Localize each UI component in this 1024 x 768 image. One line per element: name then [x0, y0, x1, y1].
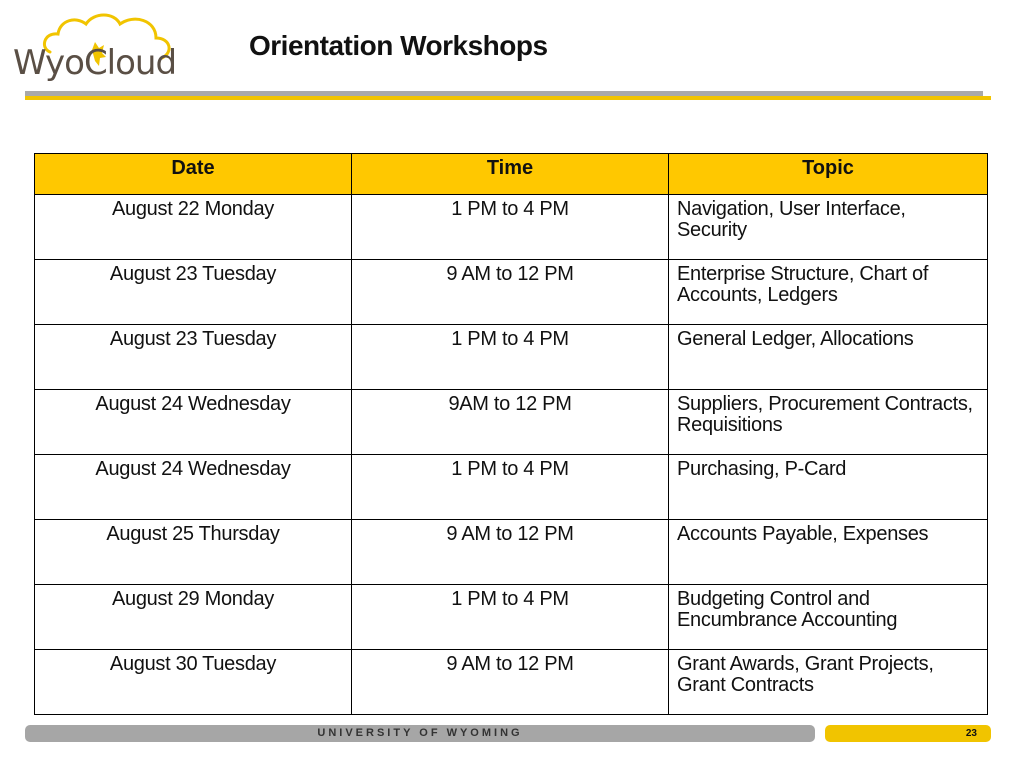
cell-time: 1 PM to 4 PM [352, 585, 669, 650]
table-row [35, 455, 988, 520]
cell-time: 9 AM to 12 PM [352, 520, 669, 585]
cell-topic: Navigation, User Interface, Security [669, 195, 988, 260]
table-row [35, 260, 988, 325]
table-header-row [35, 154, 988, 195]
cell-time: 9 AM to 12 PM [352, 260, 669, 325]
cell-topic: Budgeting Control and Encumbrance Accounting [669, 585, 988, 650]
table-row [35, 325, 988, 390]
column-header-topic: Topic [669, 154, 988, 195]
cell-topic: Accounts Payable, Expenses [669, 520, 988, 585]
cell-time: 1 PM to 4 PM [352, 195, 669, 260]
page-title: Orientation Workshops [249, 30, 548, 61]
cell-date: August 22 Monday [35, 195, 352, 260]
page-number-box [825, 725, 991, 742]
table-row [35, 195, 988, 260]
column-header-time: Time [352, 154, 669, 195]
cell-date: August 30 Tuesday [35, 650, 352, 715]
cell-time: 1 PM to 4 PM [352, 455, 669, 520]
workshop-schedule-table [34, 153, 988, 715]
cell-date: August 24 Wednesday [35, 455, 352, 520]
cell-topic: Purchasing, P-Card [669, 455, 988, 520]
footer-university-name: UNIVERSITY OF WYOMING [317, 727, 523, 739]
table-row [35, 520, 988, 585]
cell-topic: Suppliers, Procurement Contracts, Requisitions [669, 390, 988, 455]
cell-date: August 25 Thursday [35, 520, 352, 585]
page-number: 23 [965, 728, 977, 739]
cell-topic: General Ledger, Allocations [669, 325, 988, 390]
cell-date: August 23 Tuesday [35, 260, 352, 325]
cell-topic: Enterprise Structure, Chart of Accounts, Ledgers [669, 260, 988, 325]
column-header-date: Date [35, 154, 352, 195]
table-row [35, 585, 988, 650]
cell-date: August 29 Monday [35, 585, 352, 650]
cell-topic: Grant Awards, Grant Projects, Grant Contracts [669, 650, 988, 715]
cell-time: 1 PM to 4 PM [352, 325, 669, 390]
cell-time: 9AM to 12 PM [352, 390, 669, 455]
wyocloud-logo [10, 8, 185, 88]
cell-time: 9 AM to 12 PM [352, 650, 669, 715]
logo-text: WyoCloud [13, 43, 177, 83]
table-row [35, 650, 988, 715]
header-rule-gold [25, 96, 991, 100]
cell-date: August 24 Wednesday [35, 390, 352, 455]
cell-date: August 23 Tuesday [35, 325, 352, 390]
table-row [35, 390, 988, 455]
